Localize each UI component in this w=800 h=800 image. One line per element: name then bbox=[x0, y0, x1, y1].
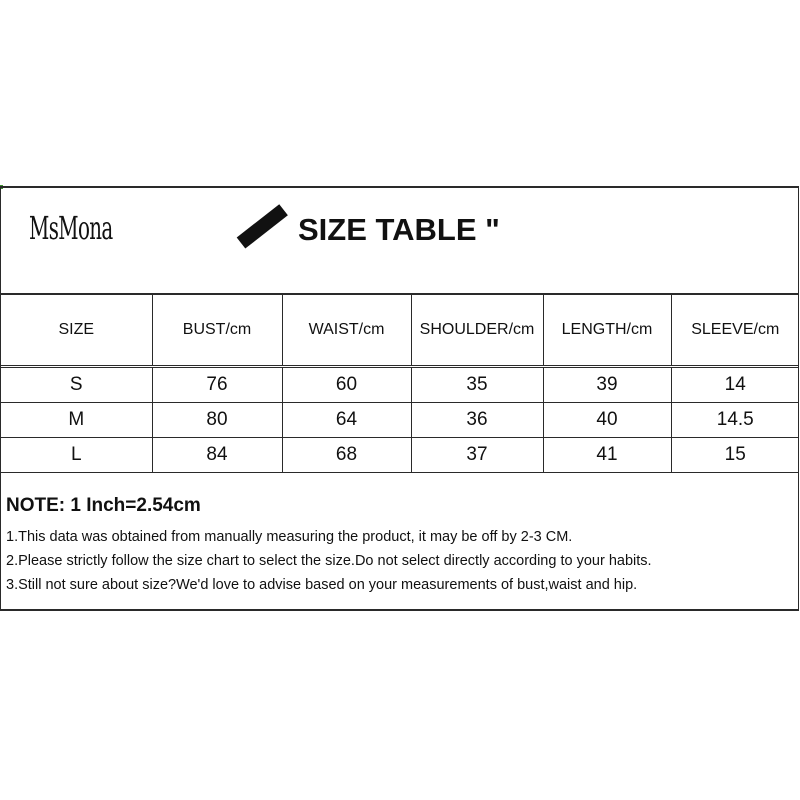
table-cell: 80 bbox=[152, 403, 282, 438]
table-cell: 68 bbox=[282, 438, 411, 473]
column-header: SHOULDER/cm bbox=[411, 295, 543, 367]
column-header: BUST/cm bbox=[152, 295, 282, 367]
table-cell: S bbox=[1, 367, 152, 403]
notes-section bbox=[6, 492, 796, 597]
table-row bbox=[1, 438, 799, 473]
table-cell: 76 bbox=[152, 367, 282, 403]
table-cell: 64 bbox=[282, 403, 411, 438]
size-chart-card bbox=[0, 186, 799, 611]
size-chart-header bbox=[1, 188, 798, 295]
column-header: SIZE bbox=[1, 295, 152, 367]
table-row bbox=[1, 367, 799, 403]
column-header: SLEEVE/cm bbox=[671, 295, 799, 367]
table-cell: 36 bbox=[411, 403, 543, 438]
table-cell: 84 bbox=[152, 438, 282, 473]
table-cell: 39 bbox=[543, 367, 671, 403]
table-cell: 14 bbox=[671, 367, 799, 403]
table-cell: 41 bbox=[543, 438, 671, 473]
table-cell: 60 bbox=[282, 367, 411, 403]
column-header: LENGTH/cm bbox=[543, 295, 671, 367]
page-title: SIZE TABLE " bbox=[298, 212, 500, 247]
column-header: WAIST/cm bbox=[282, 295, 411, 367]
table-cell: 35 bbox=[411, 367, 543, 403]
table-cell: 15 bbox=[671, 438, 799, 473]
brand-logo: MsMona bbox=[29, 209, 113, 247]
table-cell: 37 bbox=[411, 438, 543, 473]
size-table bbox=[1, 295, 799, 473]
note-line: 1.This data was obtained from manually measuring the product, it may be off by 2-3 CM. bbox=[6, 529, 573, 545]
table-cell: 14.5 bbox=[671, 403, 799, 438]
table-cell: M bbox=[1, 403, 152, 438]
note-title: NOTE: 1 Inch=2.54cm bbox=[6, 495, 201, 516]
slash-bar-icon bbox=[237, 204, 288, 248]
table-cell: L bbox=[1, 438, 152, 473]
table-cell: 40 bbox=[543, 403, 671, 438]
table-header-row bbox=[1, 295, 799, 367]
table-row bbox=[1, 403, 799, 438]
note-line: 3.Still not sure about size?We'd love to advise based on your measurements of bust,waist and hip. bbox=[6, 577, 638, 593]
note-line: 2.Please strictly follow the size chart to select the size.Do not select directly according to your habits. bbox=[6, 553, 652, 569]
